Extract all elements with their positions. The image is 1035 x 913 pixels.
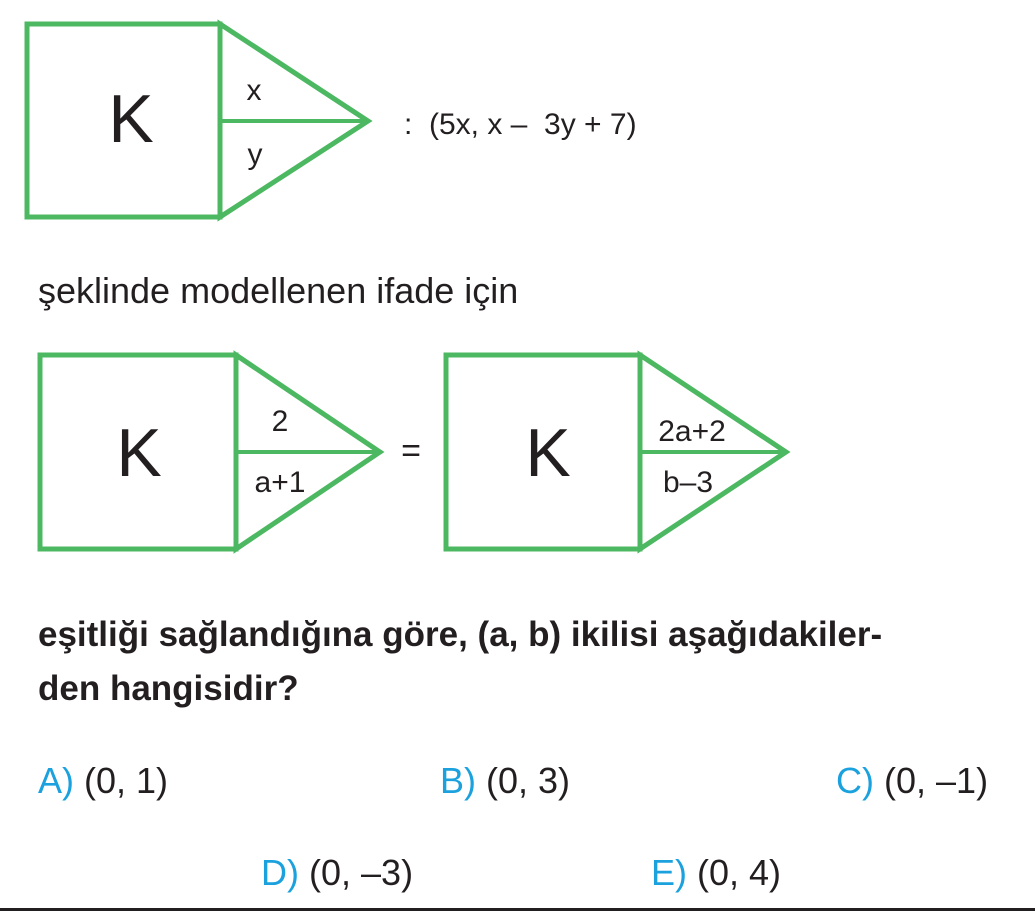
option-e-letter: E) — [651, 852, 687, 893]
bottom-rule — [0, 908, 1035, 911]
option-e-value: (0, 4) — [697, 852, 782, 893]
option-d-value: (0, –3) — [309, 852, 414, 893]
option-a-letter: A) — [38, 760, 74, 801]
option-b-value: (0, 3) — [486, 760, 571, 801]
definition-top-label: x — [246, 74, 262, 107]
definition-model — [27, 24, 637, 217]
option-c-letter: C) — [836, 760, 874, 801]
equation-left-box-label: K — [116, 415, 162, 491]
equals-sign: = — [401, 432, 421, 470]
option-a[interactable] — [38, 760, 168, 802]
option-a-value: (0, 1) — [84, 760, 169, 801]
intro-text: şeklinde modellenen ifade için — [38, 270, 519, 311]
question-line-1: eşitliği sağlandığına göre, (a, b) ikilisi aşağıdakiler- — [38, 615, 883, 654]
definition-box-label: K — [108, 81, 154, 157]
definition-rule: : (5x, x – 3y + 7) — [404, 108, 637, 141]
option-b[interactable] — [440, 760, 570, 802]
question-text — [38, 608, 1028, 716]
option-c[interactable] — [836, 760, 988, 802]
question-line-2: den hangisidir? — [38, 669, 299, 708]
definition-bottom-label: y — [247, 138, 263, 171]
equation-right-top-label: 2a+2 — [658, 415, 726, 448]
option-d[interactable] — [261, 852, 413, 894]
option-b-letter: B) — [440, 760, 476, 801]
equation-left-model — [40, 355, 380, 549]
option-d-letter: D) — [261, 852, 299, 893]
option-e[interactable] — [651, 852, 781, 894]
equation-left-top-label: 2 — [271, 405, 289, 438]
equation-right-box-label: K — [525, 415, 571, 491]
equation-right-model — [446, 355, 786, 549]
option-c-value: (0, –1) — [884, 760, 989, 801]
equation-right-bottom-label: b–3 — [662, 466, 714, 499]
equation-left-bottom-label: a+1 — [254, 466, 306, 499]
